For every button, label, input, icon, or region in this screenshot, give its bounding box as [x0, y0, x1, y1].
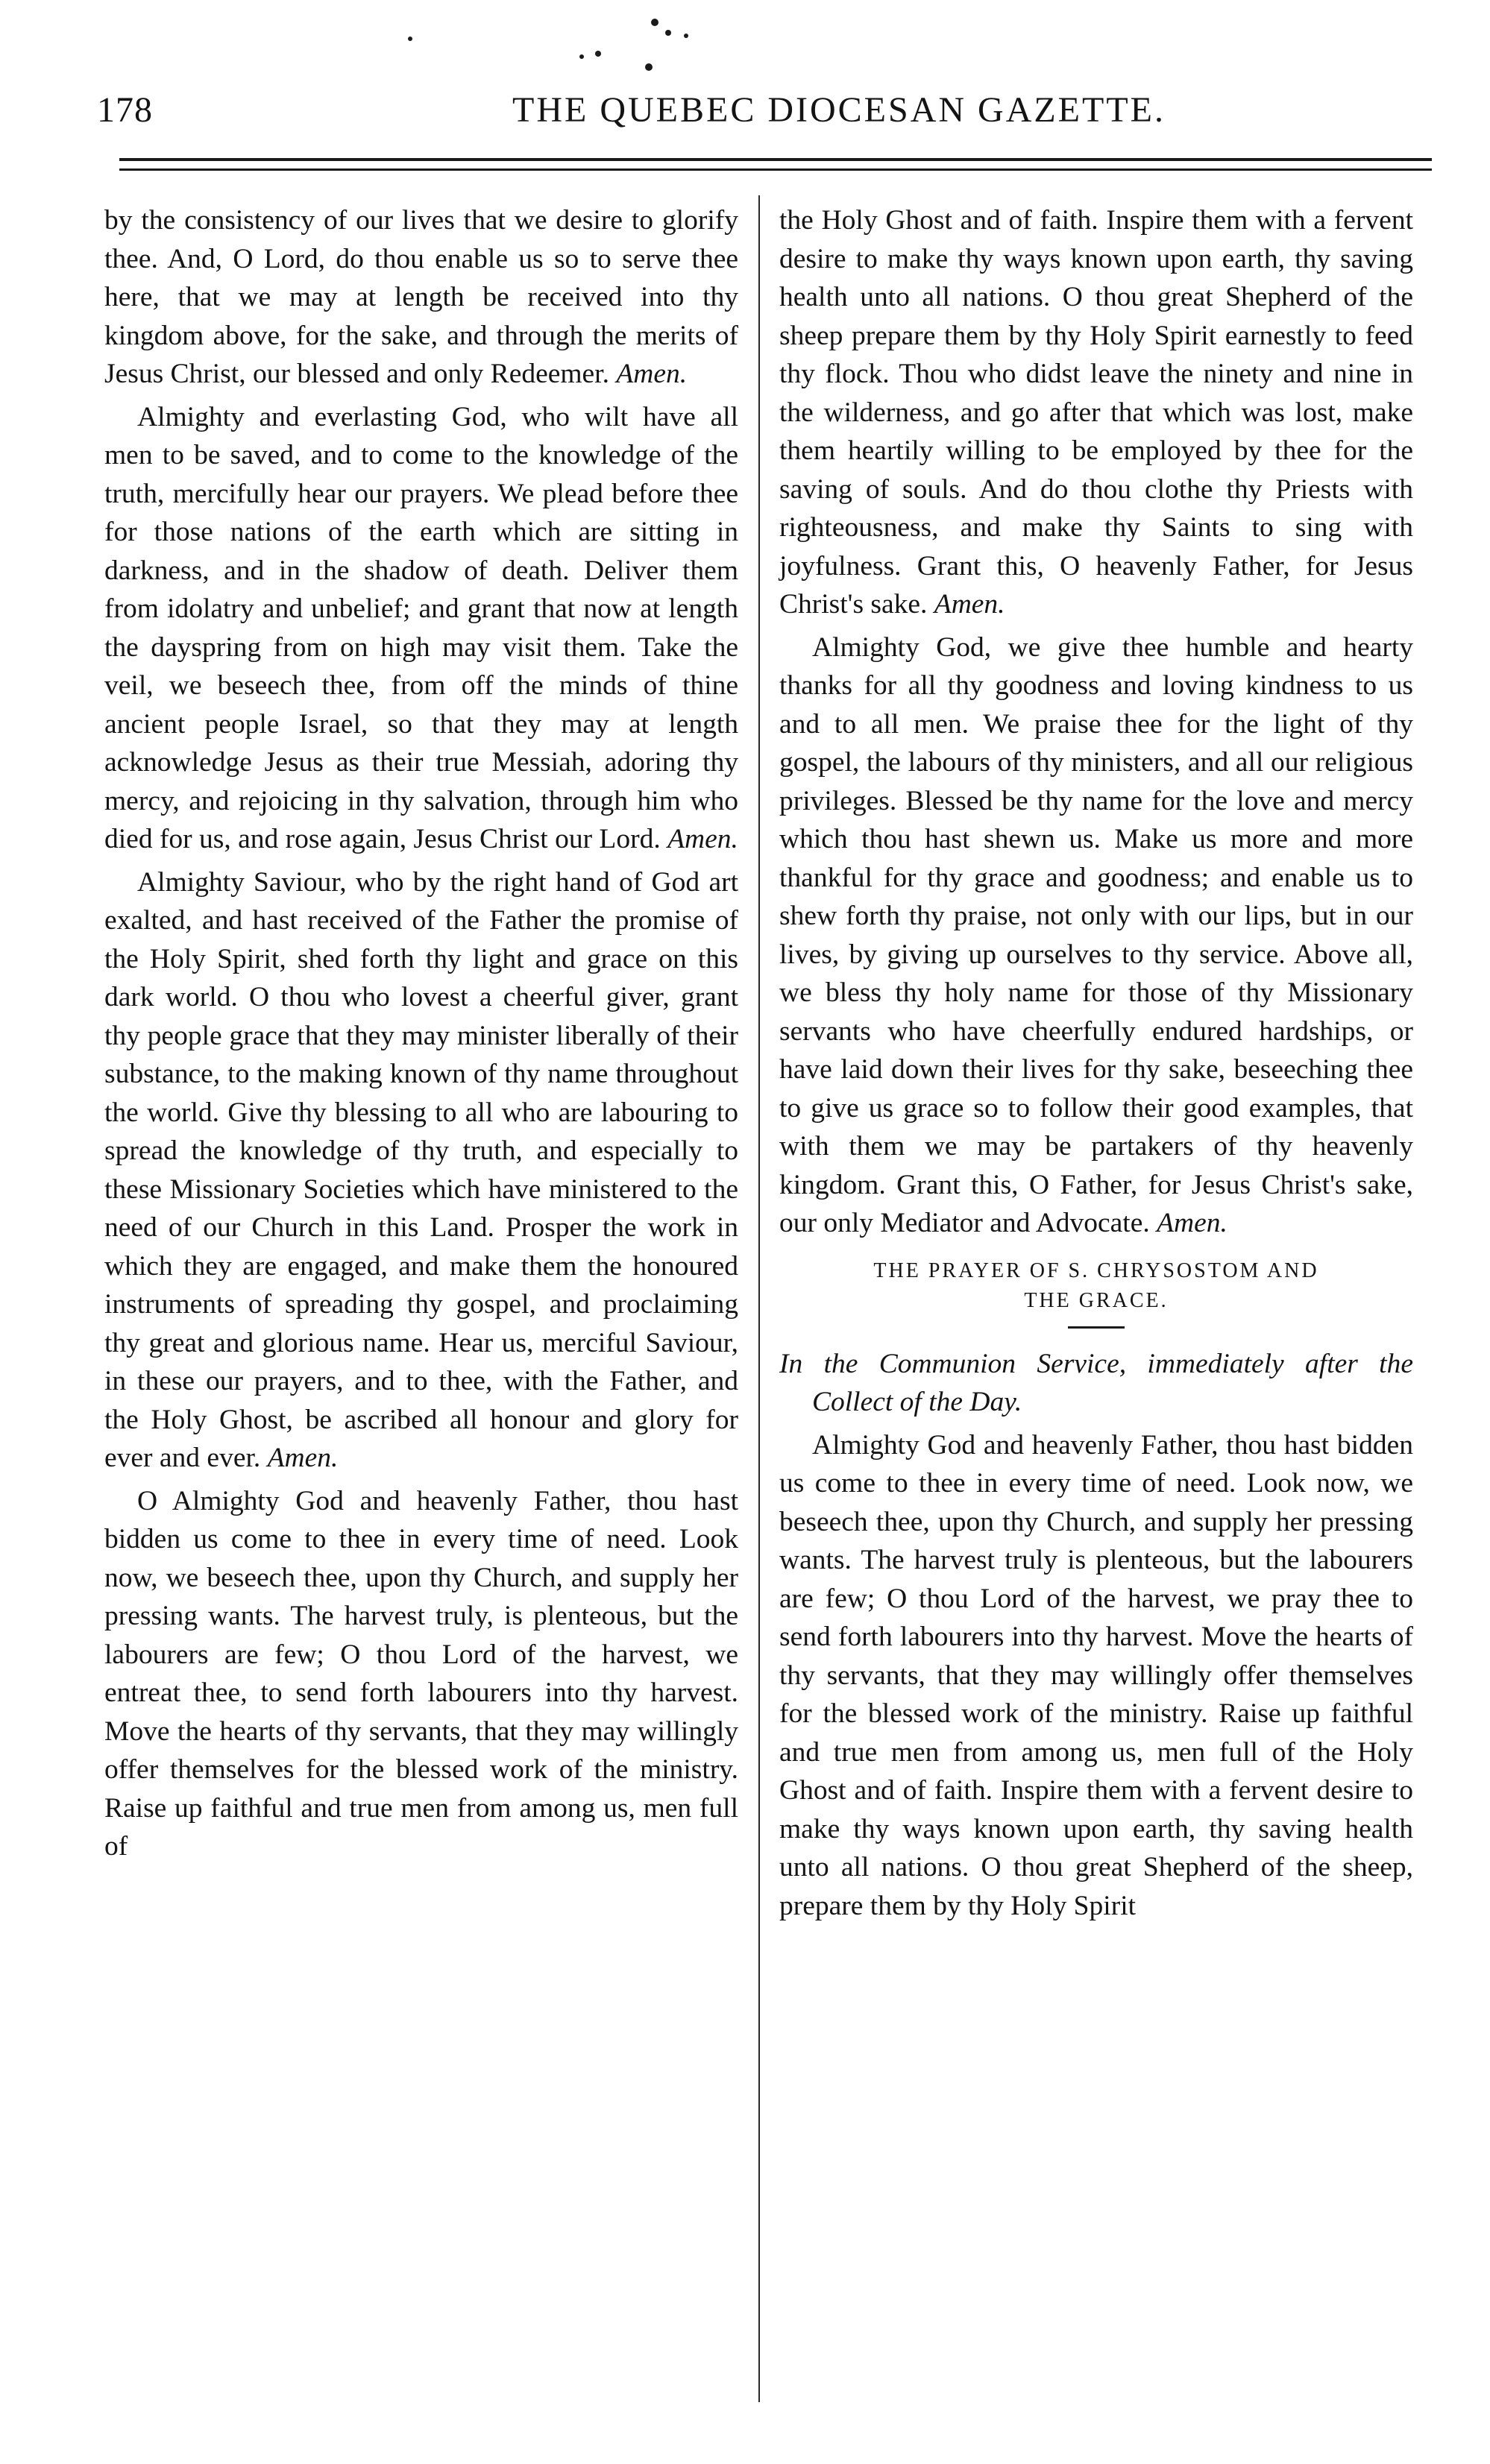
prayer-text: Almighty God and heavenly Father, thou hast bidden us come to thee in every time of need. Look now, we beseech thee, upon thy Church, and supply her pressing wants. The harvest truly is plenteous, but the labourers are few; O thou Lord of the harvest, we pray thee to send forth labourers into thy harvest. Move the hearts of thy servants, that they may willingly offer themselves for the blessed work of the ministry. Raise up faithful and true men from among us, men full of the Holy Ghost and of faith. Inspire them with a fervent desire to make thy ways known upon earth, thy saving health unto all nations. O thou great Shepherd of the sheep, prepare them by thy Holy Spirit	[779, 1429, 1413, 1921]
prayer-text: by the consistency of our lives that we desire to glorify thee. And, O Lord, do thou enable us so to serve thee here, that we may at length be received into thy kingdom above, for the sake, and through the merits of Jesus Christ, our blessed and only Redeemer.	[104, 205, 738, 389]
prayer-paragraph	[779, 1426, 1413, 1926]
rubric: In the Communion Service, immediately after the Collect of the Day.	[779, 1348, 1413, 1417]
prayer-text: Almighty Saviour, who by the right hand of God art exalted, and hast received of the Father the promise of the Holy Spirit, shed forth thy light and grace on this dark world. O thou who lovest a cheerful giver, grant thy people grace that they may minister liberally of their substance, to the making known of thy name throughout the world. Give thy blessing to all who are labouring to spread the knowledge of thy truth, and especially to these Missionary Societies which have ministered to the need of our Church in this Land. Prosper the work in which they are engaged, and make them the honoured instruments of spreading thy gospel, and proclaiming thy great and glorious name. Hear us, merciful Saviour, in these our prayers, and to thee, with the Father, and the Holy Ghost, be ascribed all honour and glory for ever and ever.	[104, 866, 738, 1473]
journal-title: THE QUEBEC DIOCESAN GAZETTE.	[512, 90, 1166, 130]
amen-word: Amen.	[667, 824, 738, 854]
prayer-paragraph	[104, 1482, 738, 1866]
amen-word: Amen.	[616, 359, 688, 389]
section-title	[779, 1256, 1413, 1316]
prayer-paragraph	[104, 201, 738, 394]
header-rule-thin	[119, 168, 1432, 171]
ink-specks	[403, 0, 731, 75]
prayer-paragraph	[104, 863, 738, 1478]
section-rule	[1068, 1326, 1125, 1329]
page-header	[97, 88, 1432, 140]
amen-word: Amen.	[934, 589, 1005, 620]
amen-word: Amen.	[1157, 1208, 1227, 1238]
column-divider	[758, 195, 760, 2402]
prayer-paragraph	[779, 201, 1413, 624]
header-rule-thick	[119, 158, 1432, 161]
left-column	[104, 201, 738, 1871]
amen-word: Amen.	[267, 1443, 339, 1473]
prayer-paragraph	[104, 398, 738, 859]
prayer-paragraph	[779, 628, 1413, 1243]
right-column	[779, 201, 1413, 1929]
section-title-line: THE GRACE.	[1024, 1288, 1169, 1312]
prayer-text: the Holy Ghost and of faith. Inspire them with a fervent desire to make thy ways known upon earth, thy saving health unto all nations. O thou great Shepherd of the sheep prepare them by thy Holy Spirit earnestly to feed thy flock. Thou who didst leave the ninety and nine in the wilderness, and go after that which was lost, make them heartily willing to be employed by thee for the saving of souls. And do thou clothe thy Priests with righteousness, and make thy Saints to sing with joyfulness. Grant this, O heavenly Father, for Jesus Christ's sake.	[779, 205, 1413, 620]
prayer-text: Almighty God, we give thee humble and hearty thanks for all thy goodness and loving kindness to us and to all men. We praise thee for the light of thy gospel, the labours of thy ministers, and all our religious privileges. Blessed be thy name for the love and mercy which thou hast shewn us. Make us more and more thankful for thy grace and goodness; and enable us to shew forth thy praise, not only with our lips, but in our lives, by giving up ourselves to thy service. Above all, we bless thy holy name for those of thy Missionary servants who have cheerfully endured hardships, or have laid down their lives for thy sake, beseeching thee to give us grace so to follow their good examples, that with them we may be partakers of thy heavenly kingdom. Grant this, O Father, for Jesus Christ's sake, our only Mediator and Advocate.	[779, 631, 1413, 1238]
prayer-text: Almighty and everlasting God, who wilt have all men to be saved, and to come to the knowledge of the truth, mercifully hear our prayers. We plead before thee for those nations of the earth which are sitting in darkness, and in the shadow of death. Deliver them from idolatry and unbelief; and grant that now at length the dayspring from on high may visit them. Take the veil, we beseech thee, from off the minds of thine ancient people Israel, so that they may at length acknowledge Jesus as their true Messiah, adoring thy mercy, and rejoicing in thy salvation, through him who died for us, and rose again, Jesus Christ our Lord.	[104, 401, 738, 854]
page-number: 178	[97, 90, 153, 130]
section-title-line: THE PRAYER OF S. CHRYSOSTOM AND	[873, 1258, 1319, 1282]
prayer-text: O Almighty God and heavenly Father, thou hast bidden us come to thee in every time of need. Look now, we beseech thee, upon thy Church, and supply her pressing wants. The harvest truly, is plenteous, but the labourers are few; O thou Lord of the harvest, we entreat thee, to send forth labourers into thy harvest. Move the hearts of thy servants, that they may willingly offer themselves for the blessed work of the ministry. Raise up faithful and true men from among us, men full of	[104, 1485, 738, 1862]
